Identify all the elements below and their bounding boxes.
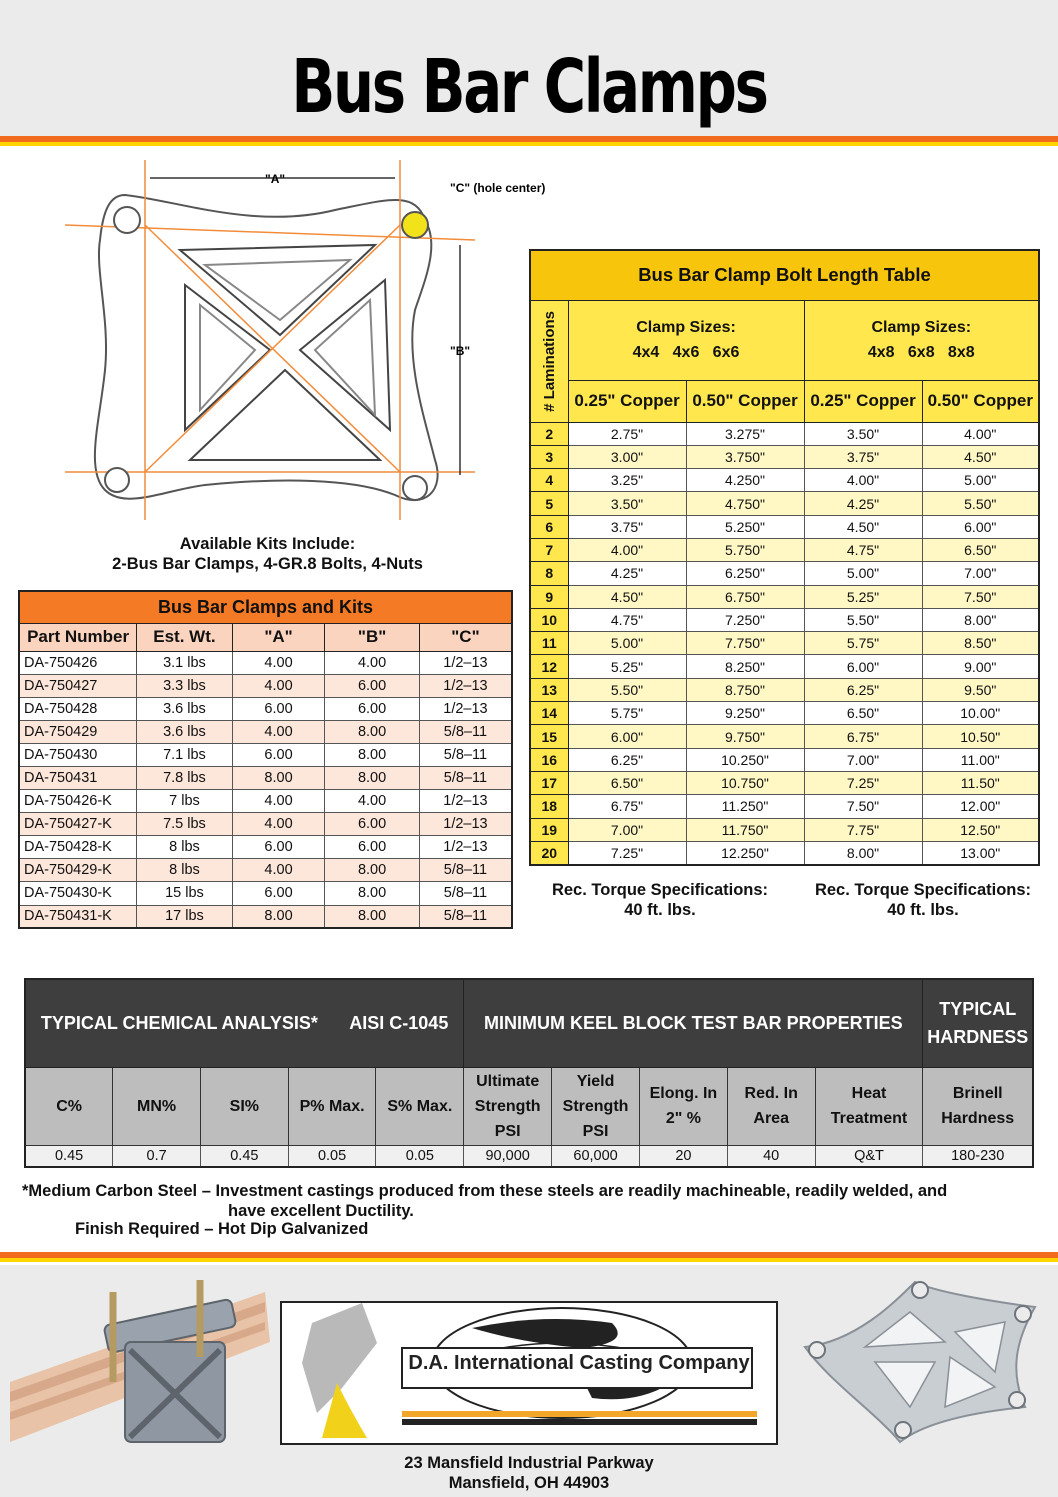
bolt-length-cell: 5.50": [568, 678, 686, 701]
chem-analysis-title: TYPICAL CHEMICAL ANALYSIS*: [40, 1012, 318, 1033]
bolt-row: [530, 818, 1039, 841]
bolt-length-cell: 10.750": [686, 771, 804, 794]
chem-value-cell: 0.7: [113, 1145, 201, 1167]
bolt-row: [530, 585, 1039, 608]
lamination-count: 12: [530, 655, 568, 678]
bolt-length-cell: 7.25": [568, 841, 686, 864]
parts-cell: 8.00: [232, 766, 325, 789]
dimension-b-label: "B": [450, 344, 471, 358]
steel-note-line1: *Medium Carbon Steel – Investment castings produced from these steels are readily machineable, readily welded, and: [22, 1182, 948, 1200]
parts-header: Est. Wt.: [137, 623, 233, 651]
bolt-row: [530, 492, 1039, 515]
material-header: 0.50" Copper: [686, 380, 804, 422]
chem-sub-header: [25, 1067, 113, 1145]
bolt-length-cell: 7.00": [568, 818, 686, 841]
aisi-grade: AISI C-1045: [349, 1012, 449, 1033]
bolt-row: [530, 445, 1039, 468]
bolt-length-cell: 7.750": [686, 632, 804, 655]
chem-sub-header-line: Heat: [851, 1085, 887, 1102]
bolt-length-cell: 8.750": [686, 678, 804, 701]
parts-cell: DA-750430-K: [19, 882, 137, 905]
bolt-length-cell: 8.250": [686, 655, 804, 678]
parts-cell: 5/8–11: [419, 905, 512, 928]
bolt-length-cell: 5.25": [804, 585, 922, 608]
bolt-length-cell: 7.75": [804, 818, 922, 841]
parts-cell: DA-750427-K: [19, 813, 137, 836]
clamp-installed-photo: [10, 1272, 270, 1447]
bolt-length-cell: 3.50": [568, 492, 686, 515]
bolt-length-cell: 9.50": [922, 678, 1039, 701]
bolt-length-cell: 5.00": [804, 562, 922, 585]
bolt-length-cell: 10.00": [922, 702, 1039, 725]
clamp-size-group-2: [804, 300, 1039, 380]
chem-sub-header: [376, 1067, 464, 1145]
chem-sub-header: [815, 1067, 923, 1145]
bolt-length-cell: 11.00": [922, 748, 1039, 771]
torque-spec-value: 40 ft. lbs.: [887, 901, 959, 919]
parts-cell: 1/2–13: [419, 651, 512, 674]
parts-cell: 5/8–11: [419, 882, 512, 905]
parts-cell: 4.00: [232, 720, 325, 743]
bolt-row: [530, 771, 1039, 794]
parts-table: [18, 590, 513, 929]
kits-note: [40, 534, 495, 574]
chemical-analysis-table: [24, 978, 1034, 1168]
chem-sub-header: [640, 1067, 728, 1145]
parts-cell: DA-750428: [19, 697, 137, 720]
parts-cell: DA-750427: [19, 674, 137, 697]
bolt-length-cell: 5.750": [686, 538, 804, 561]
chem-value-cell: 180-230: [923, 1145, 1033, 1167]
chem-sub-header-line: Strength: [474, 1097, 541, 1115]
bolt-row: [530, 702, 1039, 725]
parts-cell: 8 lbs: [137, 859, 233, 882]
torque-spec-left: [530, 880, 790, 920]
bolt-length-cell: 7.250": [686, 608, 804, 631]
chem-value-cell: 60,000: [552, 1145, 640, 1167]
bolt-length-cell: 5.50": [922, 492, 1039, 515]
parts-row: [19, 859, 512, 882]
parts-cell: 7 lbs: [137, 790, 233, 813]
parts-cell: 7.5 lbs: [137, 813, 233, 836]
parts-cell: 6.00: [325, 674, 420, 697]
bolt-row: [530, 655, 1039, 678]
bolt-row: [530, 422, 1039, 445]
lamination-count: 2: [530, 422, 568, 445]
chem-sub-header: [288, 1067, 376, 1145]
parts-header: "B": [325, 623, 420, 651]
bolt-length-cell: 4.00": [804, 469, 922, 492]
clamp-product-photo: [785, 1272, 1050, 1447]
parts-cell: 1/2–13: [419, 836, 512, 859]
bolt-length-cell: 12.250": [686, 841, 804, 864]
bolt-length-cell: 11.750": [686, 818, 804, 841]
parts-header: "C": [419, 623, 512, 651]
lamination-count: 18: [530, 795, 568, 818]
bolt-length-cell: 7.25": [804, 771, 922, 794]
company-name: D.A. International Casting Company: [408, 1352, 750, 1374]
torque-spec-title: Rec. Torque Specifications:: [814, 881, 1032, 899]
bolt-length-cell: 3.00": [568, 445, 686, 468]
bolt-length-cell: 4.25": [568, 562, 686, 585]
bolt-length-cell: 6.00": [804, 655, 922, 678]
address-line2: Mansfield, OH 44903: [448, 1474, 610, 1492]
parts-cell: DA-750431: [19, 766, 137, 789]
chem-sub-header-line: P% Max.: [299, 1097, 365, 1115]
parts-row: [19, 882, 512, 905]
lamination-count: 16: [530, 748, 568, 771]
bolt-length-cell: 4.50": [922, 445, 1039, 468]
chem-sub-header-line: MN%: [137, 1097, 177, 1115]
bolt-length-cell: 6.25": [568, 748, 686, 771]
parts-cell: 6.00: [325, 697, 420, 720]
lamination-count: 11: [530, 632, 568, 655]
material-header: 0.50" Copper: [922, 380, 1039, 422]
bolt-length-cell: 2.75": [568, 422, 686, 445]
bolt-row: [530, 562, 1039, 585]
parts-cell: DA-750426: [19, 651, 137, 674]
lamination-count: 5: [530, 492, 568, 515]
bolt-row: [530, 608, 1039, 631]
bolt-length-cell: 7.50": [922, 585, 1039, 608]
parts-table-caption: Bus Bar Clamps and Kits: [19, 591, 512, 623]
lamination-count: 6: [530, 515, 568, 538]
chem-value-cell: 40: [727, 1145, 815, 1167]
bolt-length-cell: 12.50": [922, 818, 1039, 841]
bolt-length-cell: 9.750": [686, 725, 804, 748]
bolt-length-cell: 6.750": [686, 585, 804, 608]
lamination-count: 10: [530, 608, 568, 631]
chem-sub-header-line: Ultimate: [476, 1072, 540, 1090]
parts-cell: 8.00: [325, 905, 420, 928]
bolt-length-cell: 10.50": [922, 725, 1039, 748]
bolt-length-cell: 7.50": [804, 795, 922, 818]
parts-row: [19, 813, 512, 836]
parts-cell: 17 lbs: [137, 905, 233, 928]
bolt-length-cell: 3.275": [686, 422, 804, 445]
parts-cell: 8.00: [232, 905, 325, 928]
lamination-count: 20: [530, 841, 568, 864]
bolt-length-cell: 6.00": [568, 725, 686, 748]
bolt-length-cell: 6.50": [922, 538, 1039, 561]
parts-cell: DA-750426-K: [19, 790, 137, 813]
torque-spec-value: 40 ft. lbs.: [624, 901, 696, 919]
parts-row: [19, 790, 512, 813]
bolt-length-cell: 5.25": [568, 655, 686, 678]
bolt-length-cell: 3.50": [804, 422, 922, 445]
bolt-length-cell: 7.00": [804, 748, 922, 771]
page-title: Bus Bar Clamps: [291, 44, 767, 130]
parts-cell: 6.00: [325, 836, 420, 859]
keel-block-header: MINIMUM KEEL BLOCK TEST BAR PROPERTIES: [464, 979, 923, 1067]
lamination-count: 8: [530, 562, 568, 585]
parts-cell: 3.6 lbs: [137, 720, 233, 743]
parts-cell: 7.1 lbs: [137, 743, 233, 766]
chem-sub-header-line: Area: [753, 1110, 789, 1127]
bolt-length-cell: 7.00": [922, 562, 1039, 585]
chem-sub-header: [923, 1067, 1033, 1145]
lamination-count: 4: [530, 469, 568, 492]
chem-sub-header-line: Red. In: [744, 1085, 798, 1102]
parts-cell: 7.8 lbs: [137, 766, 233, 789]
bolt-length-cell: 11.250": [686, 795, 804, 818]
parts-header: Part Number: [19, 623, 137, 651]
lamination-count: 13: [530, 678, 568, 701]
bolt-length-cell: 4.25": [804, 492, 922, 515]
parts-cell: 6.00: [232, 836, 325, 859]
parts-cell: 8.00: [325, 720, 420, 743]
parts-table-body: [19, 651, 512, 928]
parts-cell: 4.00: [232, 651, 325, 674]
material-header: 0.25" Copper: [568, 380, 686, 422]
chem-value-cell: 0.45: [25, 1145, 113, 1167]
bolt-length-cell: 3.750": [686, 445, 804, 468]
parts-cell: 8.00: [325, 859, 420, 882]
bolt-length-cell: 3.75": [568, 515, 686, 538]
chem-sub-header: [552, 1067, 640, 1145]
bolt-row: [530, 725, 1039, 748]
bolt-length-cell: 5.00": [922, 469, 1039, 492]
bolt-length-cell: 8.00": [804, 841, 922, 864]
laminations-label: # Laminations: [540, 310, 558, 412]
bolt-row: [530, 841, 1039, 864]
parts-cell: 4.00: [325, 790, 420, 813]
company-address: [0, 1453, 1058, 1493]
bolt-table-body: [530, 422, 1039, 865]
chem-sub-header: [113, 1067, 201, 1145]
parts-cell: 5/8–11: [419, 743, 512, 766]
lamination-count: 7: [530, 538, 568, 561]
bolt-length-cell: 5.75": [804, 632, 922, 655]
bolt-length-cell: 4.750": [686, 492, 804, 515]
address-line1: 23 Mansfield Industrial Parkway: [404, 1454, 654, 1472]
bolt-row: [530, 748, 1039, 771]
bolt-length-cell: 6.75": [804, 725, 922, 748]
chem-sub-header-line: Elong. In: [649, 1085, 718, 1102]
bolt-row: [530, 632, 1039, 655]
parts-cell: 6.00: [325, 813, 420, 836]
parts-cell: 1/2–13: [419, 697, 512, 720]
lamination-count: 15: [530, 725, 568, 748]
bolt-row: [530, 538, 1039, 561]
bolt-length-cell: 5.00": [568, 632, 686, 655]
bolt-length-cell: 6.75": [568, 795, 686, 818]
chem-sub-header-line: Treatment: [830, 1110, 908, 1127]
bolt-length-cell: 6.50": [568, 771, 686, 794]
bolt-length-cell: 3.75": [804, 445, 922, 468]
bolt-length-cell: 8.50": [922, 632, 1039, 655]
bolt-length-cell: 8.00": [922, 608, 1039, 631]
parts-cell: 4.00: [232, 674, 325, 697]
parts-cell: 4.00: [232, 859, 325, 882]
dimension-c-label: "C" (hole center): [450, 181, 546, 195]
bolt-length-cell: 3.25": [568, 469, 686, 492]
bolt-length-cell: 6.250": [686, 562, 804, 585]
steel-note: [22, 1181, 1052, 1221]
chem-sub-header-line: S% Max.: [387, 1097, 453, 1115]
parts-row: [19, 651, 512, 674]
bolt-length-cell: 10.250": [686, 748, 804, 771]
parts-row: [19, 674, 512, 697]
hardness-header: [923, 979, 1033, 1067]
bolt-length-cell: 4.00": [922, 422, 1039, 445]
bolt-length-cell: 9.00": [922, 655, 1039, 678]
lamination-count: 19: [530, 818, 568, 841]
parts-cell: 6.00: [232, 882, 325, 905]
lamination-count: 9: [530, 585, 568, 608]
bolt-length-cell: 4.00": [568, 538, 686, 561]
parts-cell: DA-750429: [19, 720, 137, 743]
bolt-length-cell: 4.50": [568, 585, 686, 608]
parts-cell: 5/8–11: [419, 859, 512, 882]
chem-sub-header-line: Strength: [562, 1097, 629, 1115]
parts-cell: 5/8–11: [419, 766, 512, 789]
parts-row: [19, 697, 512, 720]
lamination-count: 3: [530, 445, 568, 468]
bolt-length-cell: 11.50": [922, 771, 1039, 794]
chem-value-cell: 0.45: [200, 1145, 288, 1167]
bolt-row: [530, 678, 1039, 701]
parts-row: [19, 766, 512, 789]
kits-note-line2: 2-Bus Bar Clamps, 4-GR.8 Bolts, 4-Nuts: [112, 555, 423, 573]
bolt-table-caption: Bus Bar Clamp Bolt Length Table: [530, 250, 1039, 300]
chem-sub-header-line: PSI: [582, 1122, 609, 1140]
hardness-header-line1: TYPICAL: [939, 999, 1017, 1020]
parts-row: [19, 743, 512, 766]
parts-cell: DA-750430: [19, 743, 137, 766]
steel-note-line2: have excellent Ductility.: [228, 1202, 414, 1220]
company-logo: [280, 1301, 778, 1445]
chem-value-cell: 0.05: [376, 1145, 464, 1167]
parts-cell: 4.00: [232, 790, 325, 813]
clamp-size-group-1-title: Clamp Sizes:: [636, 319, 736, 336]
parts-row: [19, 905, 512, 928]
lamination-count: 14: [530, 702, 568, 725]
chem-sub-header-line: SI%: [229, 1097, 260, 1115]
parts-header: "A": [232, 623, 325, 651]
chem-sub-header-line: 2" %: [665, 1110, 701, 1127]
header-stripe-yellow: [0, 142, 1058, 146]
chem-sub-header: [200, 1067, 288, 1145]
parts-cell: 8 lbs: [137, 836, 233, 859]
chem-sub-header-line: PSI: [494, 1122, 521, 1140]
finish-note: Finish Required – Hot Dip Galvanized: [75, 1220, 369, 1238]
parts-cell: 3.3 lbs: [137, 674, 233, 697]
chem-value-cell: 90,000: [464, 1145, 552, 1167]
parts-cell: 3.1 lbs: [137, 651, 233, 674]
parts-cell: DA-750428-K: [19, 836, 137, 859]
clamp-dimension-diagram: [55, 160, 565, 530]
chem-analysis-header: [25, 979, 464, 1067]
chem-sub-header: [727, 1067, 815, 1145]
parts-cell: 4.00: [325, 651, 420, 674]
bolt-length-cell: 6.50": [804, 702, 922, 725]
bolt-length-cell: 4.50": [804, 515, 922, 538]
chem-value-cell: 0.05: [288, 1145, 376, 1167]
bolt-row: [530, 469, 1039, 492]
bolt-length-cell: 6.25": [804, 678, 922, 701]
hardness-header-line2: HARDNESS: [927, 1027, 1029, 1048]
parts-cell: 1/2–13: [419, 674, 512, 697]
parts-cell: 8.00: [325, 743, 420, 766]
parts-cell: 6.00: [232, 697, 325, 720]
bolt-row: [530, 515, 1039, 538]
clamp-size-group-2-title: Clamp Sizes:: [871, 319, 972, 336]
chem-sub-header-line: Hardness: [941, 1110, 1015, 1127]
parts-cell: DA-750431-K: [19, 905, 137, 928]
footer-stripe-yellow: [0, 1258, 1058, 1262]
parts-cell: 5/8–11: [419, 720, 512, 743]
parts-cell: 8.00: [325, 882, 420, 905]
parts-cell: 8.00: [325, 766, 420, 789]
bolt-length-cell: 4.75": [568, 608, 686, 631]
clamp-size-group-1: [568, 300, 804, 380]
bolt-length-cell: 13.00": [922, 841, 1039, 864]
clamp-size-group-2-sizes: 4x8 6x8 8x8: [867, 344, 975, 361]
parts-cell: 1/2–13: [419, 813, 512, 836]
parts-row: [19, 720, 512, 743]
chem-sub-header: [464, 1067, 552, 1145]
chem-sub-header-row: [25, 1067, 1033, 1145]
parts-cell: 4.00: [232, 813, 325, 836]
chem-sub-header-line: Yield: [576, 1072, 615, 1090]
material-header: 0.25" Copper: [804, 380, 922, 422]
bolt-length-cell: 6.00": [922, 515, 1039, 538]
chem-sub-header-line: C%: [56, 1097, 82, 1115]
bolt-length-cell: 5.50": [804, 608, 922, 631]
laminations-header: [530, 300, 568, 422]
bolt-length-cell: 5.75": [568, 702, 686, 725]
chem-value-cell: 20: [640, 1145, 728, 1167]
parts-cell: 15 lbs: [137, 882, 233, 905]
bolt-row: [530, 795, 1039, 818]
chem-value-cell: Q&T: [815, 1145, 923, 1167]
torque-spec-right: [798, 880, 1048, 920]
kits-note-line1: Available Kits Include:: [179, 535, 356, 553]
bolt-length-cell: 5.250": [686, 515, 804, 538]
lamination-count: 17: [530, 771, 568, 794]
parts-cell: 1/2–13: [419, 790, 512, 813]
parts-cell: 3.6 lbs: [137, 697, 233, 720]
clamp-size-group-1-sizes: 4x4 4x6 6x6: [632, 344, 740, 361]
dimension-a-label: "A": [265, 172, 286, 186]
parts-cell: 6.00: [232, 743, 325, 766]
bolt-length-cell: 12.00": [922, 795, 1039, 818]
parts-cell: DA-750429-K: [19, 859, 137, 882]
bolt-length-table: [529, 249, 1040, 866]
parts-row: [19, 836, 512, 859]
chem-sub-header-line: Brinell: [952, 1085, 1003, 1102]
bolt-length-cell: 4.250": [686, 469, 804, 492]
torque-spec-title: Rec. Torque Specifications:: [551, 881, 769, 899]
bolt-length-cell: 9.250": [686, 702, 804, 725]
chem-values-row: [25, 1145, 1033, 1167]
bolt-length-cell: 4.75": [804, 538, 922, 561]
